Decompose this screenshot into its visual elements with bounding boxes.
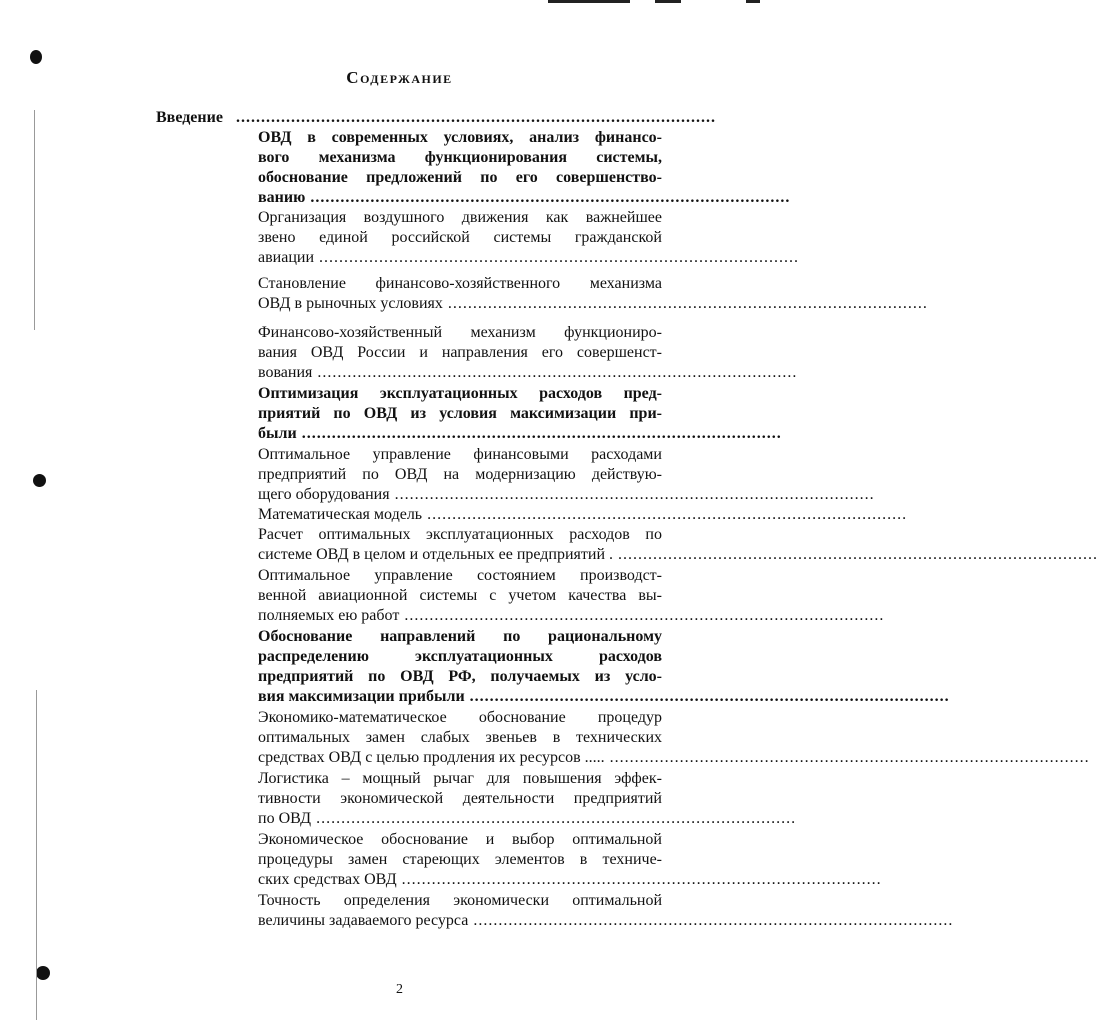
- toc-entry-title-line: средствах ОВД с целью продления их ресурсов .....: [258, 749, 605, 766]
- toc-entry-title-line: венной авиационной системы с учетом качества вы-: [258, 587, 662, 604]
- toc-entry-title: [258, 445, 875, 505]
- dot-leader: ................................................................................................: [468, 912, 954, 929]
- scan-edge-line: [36, 690, 37, 1020]
- dot-leader: ................................................................................................: [296, 425, 782, 442]
- toc-entry-title-line: Финансово-хозяйственный механизм функциониро-: [258, 324, 662, 341]
- toc-entry-title: [258, 323, 798, 383]
- toc-entry-title-line: авиации: [258, 249, 315, 266]
- dot-leader: ................................................................................................: [389, 486, 875, 503]
- scan-artifact-line: [548, 0, 630, 3]
- page-title: Содержание: [346, 68, 453, 87]
- toc-entry-title: [258, 627, 950, 707]
- scan-artifact-line: [746, 0, 760, 3]
- dot-leader: ................................................................................................: [312, 364, 798, 381]
- toc-entry-title-line: Оптимальное управление финансовыми расходами: [258, 446, 662, 463]
- toc-entry-title-line: распределению эксплуатационных расходов: [258, 648, 662, 665]
- punch-hole-mark: [30, 50, 42, 64]
- dot-leader: ................................................................................................: [311, 810, 797, 827]
- scan-artifact-line: [655, 0, 681, 3]
- toc-entry-title: [258, 830, 882, 890]
- toc-entry-title-line: Обоснование направлений по рациональному: [258, 628, 662, 645]
- toc-entry-label: Введение: [156, 109, 223, 126]
- dot-leader: ................................................................................................: [399, 607, 885, 624]
- dot-leader: ................................................................................................: [314, 249, 800, 266]
- toc-entry-title-line: ских средствах ОВД: [258, 871, 397, 888]
- toc-entry-title-line: Логистика – мощный рычаг для повышения эффек-: [258, 770, 662, 787]
- toc-entry-title-line: ОВД в современных условиях, анализ финансо-: [258, 129, 662, 146]
- punch-hole-mark: [33, 474, 46, 487]
- toc-entry-title: [258, 384, 782, 444]
- toc-entry-title: [258, 769, 797, 829]
- toc-entry-title-line: Оптимизация эксплуатационных расходов пред-: [258, 385, 662, 402]
- toc-entry-title-line: звено единой российской системы гражданской: [258, 229, 662, 246]
- dot-leader: ................................................................................................: [604, 749, 1090, 766]
- toc-entry-title-line: обоснование предложений по его совершенство-: [258, 169, 662, 186]
- toc-entry-title: [258, 128, 791, 208]
- toc-entry-title-line: Математическая модель: [258, 506, 423, 523]
- dot-leader: ................................................................................................: [396, 871, 882, 888]
- toc-entry-title-line: Экономико-математическое обоснование процедур: [258, 709, 662, 726]
- toc-entry-title-line: Экономическое обоснование и выбор оптимальной: [258, 831, 662, 848]
- toc-entry-title-line: Расчет оптимальных эксплуатационных расходов по: [258, 526, 662, 543]
- toc-entry-title-line: вования: [258, 364, 313, 381]
- toc-entry-title: [258, 505, 908, 525]
- dot-leader: ................................................................................................: [442, 295, 928, 312]
- toc-entry-title-line: величины задаваемого ресурса: [258, 912, 469, 929]
- toc-entry-title-line: системе ОВД в целом и отдельных ее предприятий .: [258, 546, 614, 563]
- page-number: 2: [396, 982, 403, 997]
- toc-entry-title-line: тивности экономической деятельности предприятий: [258, 790, 662, 807]
- toc-entry-title: [258, 566, 885, 626]
- punch-hole-mark: [36, 966, 50, 980]
- dot-leader: ................................................................................................: [305, 189, 791, 206]
- dot-leader: ................................................................................................: [613, 546, 1098, 563]
- toc-entry-title: [258, 208, 800, 268]
- toc-entry-title-line: предприятий по ОВД на модернизацию действую-: [258, 466, 662, 483]
- toc-entry-title-line: были: [258, 425, 297, 442]
- toc-entry-title-line: полняемых ею работ: [258, 607, 400, 624]
- toc-entry-title-line: вания ОВД России и направления его совершенст-: [258, 344, 662, 361]
- dot-leader: ................................................................................................: [464, 688, 950, 705]
- dot-leader: ................................................................................................: [422, 506, 908, 523]
- toc-entry-title: [258, 891, 954, 931]
- toc-entry-title-line: оптимальных замен слабых звеньев в технических: [258, 729, 662, 746]
- toc-entry-title-line: Оптимальное управление состоянием производст-: [258, 567, 662, 584]
- scan-edge-line: [34, 110, 35, 330]
- toc-entry-title-line: Организация воздушного движения как важнейшее: [258, 209, 662, 226]
- toc-entry-title-line: Точность определения экономически оптимальной: [258, 892, 662, 909]
- toc-entry-title-line: вого механизма функционирования системы,: [258, 149, 662, 166]
- toc-entry-title-line: Становление финансово-хозяйственного механизма: [258, 275, 662, 292]
- toc-entry-title-line: процедуры замен стареющих элементов в техниче-: [258, 851, 662, 868]
- toc-entry-title-line: щего оборудования: [258, 486, 390, 503]
- toc-entry-title: [258, 274, 928, 314]
- toc-entry-title-line: предприятий по ОВД РФ, получаемых из усло-: [258, 668, 662, 685]
- toc-entry-title-line: приятий по ОВД из условия максимизации при-: [258, 405, 662, 422]
- toc-entry-title-line: ванию: [258, 189, 306, 206]
- toc-entry-title: [258, 708, 1090, 768]
- toc-entry-title: [258, 525, 1098, 565]
- toc-entry-title-line: по ОВД: [258, 810, 312, 827]
- dot-leader: ................................................................................................: [236, 109, 716, 126]
- toc-entry-title-line: ОВД в рыночных условиях: [258, 295, 443, 312]
- toc-entry-title-line: вия максимизации прибыли: [258, 688, 465, 705]
